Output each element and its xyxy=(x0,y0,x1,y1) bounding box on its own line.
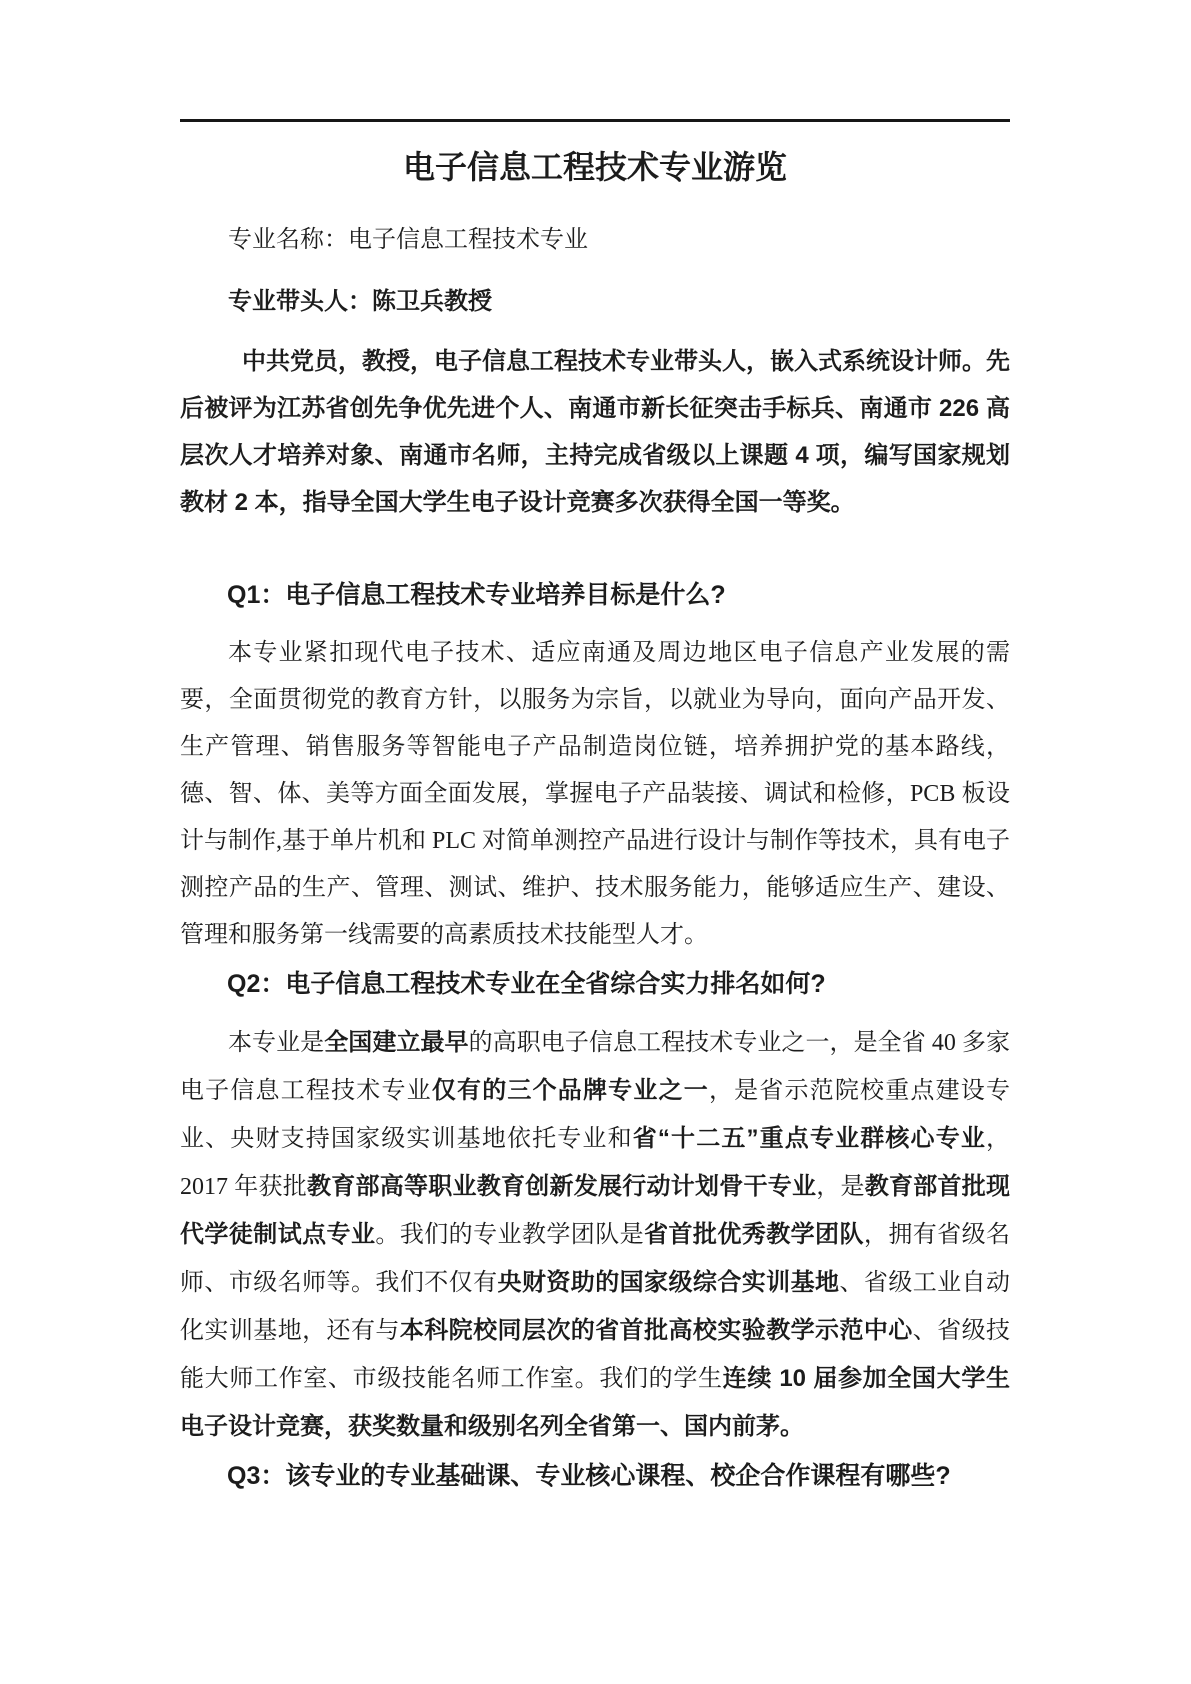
qa-section xyxy=(180,961,1010,1451)
bold-text-run: 本科院校同层次的省首批高校实验教学示范中心 xyxy=(399,1317,913,1344)
answer-paragraph xyxy=(180,1019,1010,1451)
question-heading: Q2：电子信息工程技术专业在全省综合实力排名如何? xyxy=(227,970,826,998)
text-run: ，是省示范院校重点建设专业、央财支持国家级实训基地依托专业和 xyxy=(180,1078,1010,1152)
bold-text-run: 省首批优秀教学团队 xyxy=(644,1221,864,1248)
qa-section xyxy=(180,1453,1010,1500)
major-leader-line: 专业带头人：陈卫兵教授 xyxy=(228,288,492,315)
bold-text-run: 央财资助的国家级综合实训基地 xyxy=(497,1269,840,1296)
document-title: 电子信息工程技术专业游览 xyxy=(402,149,787,185)
text-run: ，拥有省级名师、市级名师等。我们不仅有 xyxy=(180,1222,1011,1296)
text-run: ，2017 年获批 xyxy=(180,1126,1011,1200)
qa-sections xyxy=(180,572,1010,1500)
question-heading: Q3：该专业的专业基础课、专业核心课程、校企合作课程有哪些? xyxy=(227,1462,951,1490)
bold-text-run: 全国建立最早 xyxy=(324,1029,469,1056)
bold-text-run: 连续 10 届参加全国大学生电子设计竞赛，获奖数量和级别名列全省第一、国内前茅。 xyxy=(180,1365,1011,1440)
bold-text-run: 教育部高等职业教育创新发展行动计划骨干专业 xyxy=(307,1173,817,1200)
leader-intro-paragraph: 中共党员，教授，电子信息工程技术专业带头人，嵌入式系统设计师。先后被评为江苏省创先争优先进个人、南通市新长征突击手标兵、南通市 226 高层次人才培养对象、南通市名师，主持完成省级以上课题 4 项，编写国家规划教材 2 本，指导全国大学生电子设计竞赛多次获得全国一等奖。 xyxy=(180,348,1010,516)
text-run: 、省级工业自动化实训基地，还有与 xyxy=(180,1270,1011,1344)
text-run: 。我们的专业教学团队是 xyxy=(375,1222,645,1248)
qa-section xyxy=(180,572,1010,959)
text-run: 本专业紧扣现代电子技术、适应南通及周边地区电子信息产业发展的需要，全面贯彻党的教育方针，以服务为宗旨，以就业为导向，面向产品开发、生产管理、销售服务等智能电子产品制造岗位链，培养拥护党的基本路线，德、智、体、美等方面全面发展，掌握电子产品装接、调试和检修，PCB 板设计与制作,基于单片机和 PLC 对简单测控产品进行设计与制作等技术，具有电子测控产品的生产、管理、测试、维护、技术服务能力，能够适应生产、建设、管理和服务第一线需要的高素质技术技能型人才。 xyxy=(180,640,1011,948)
bold-text-run: 教育部首批现代学徒制试点专业 xyxy=(180,1173,1010,1248)
text-run: ，是 xyxy=(816,1174,865,1200)
bold-text-run: 省“十二五”重点专业群核心专业 xyxy=(632,1125,987,1152)
major-name-line: 专业名称：电子信息工程技术专业 xyxy=(228,227,588,253)
header-divider-line xyxy=(180,119,1010,122)
text-run: 、省级技能大师工作室、市级技能名师工作室。我们的学生 xyxy=(180,1318,1011,1392)
text-run: 的高职电子信息工程技术专业之一，是全省 40 多家电子信息工程技术专业 xyxy=(180,1030,1010,1104)
document-content xyxy=(180,0,1010,1500)
bold-text-run: 仅有的三个品牌专业之一 xyxy=(431,1077,709,1104)
question-heading: Q1：电子信息工程技术专业培养目标是什么? xyxy=(227,581,726,609)
answer-paragraph xyxy=(180,630,1010,959)
text-run: 本专业是 xyxy=(228,1030,325,1056)
